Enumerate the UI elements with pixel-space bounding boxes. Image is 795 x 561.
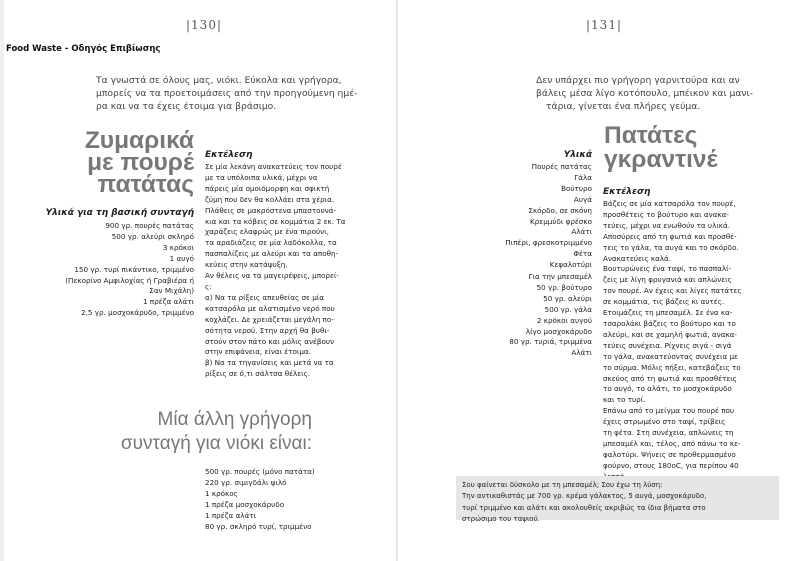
intro-right [536, 74, 753, 113]
method-line: το σύρμα. Μόλις πήξει, κατεβάζεις το [603, 362, 741, 372]
title-line: πατάτας [97, 171, 194, 198]
ingredient-item: (Πεκορίνο Αμφιλοχίας ή Γραβιέρα ή [65, 275, 194, 285]
method-line: μπεσαμέλ και, τέλος, από πάνω το κε- [603, 438, 741, 448]
method-line: πάρεις μία ομοιόμορφη και σφικτή [205, 183, 330, 193]
method-text-left [205, 162, 345, 380]
ingredient-item: 220 γρ. σιμιγδάλι ψιλό [205, 477, 287, 487]
method-line: ζεις με λίγη φρυγανιά και απλώνεις [603, 275, 732, 285]
method-line: κατσαρόλα με αλατισμένο νερό που [205, 303, 335, 313]
second-recipe-list [205, 467, 315, 532]
method-line: τον πουρέ. Αν έχεις και λίγες πατάτες [603, 286, 742, 296]
ingredient-item: Φέτα [573, 249, 592, 259]
ingredient-item: Γάλα [574, 172, 592, 182]
method-line: ζύμη που δεν θα κολλάει στα χέρια. [205, 194, 335, 204]
ingredient-item: Βούτυρο [561, 183, 592, 193]
method-line: τεύεις συνέχεια. Ρίχνεις σιγά - σιγά [603, 340, 732, 350]
method-line: Σε μία λεκάνη ανακατεύεις τον πουρέ [205, 162, 342, 171]
method-line: κια και τα κόβεις σε κομμάτια 2 εκ. Τα [205, 216, 346, 226]
method-line: τα αραδιάζεις σε μία λαδόκολλα, τα [205, 238, 337, 248]
recipe-title-left [84, 127, 194, 198]
title-line: Μία άλλη γρήγορη [157, 409, 312, 430]
ingredient-item: 1 πρέζα αλάτι [205, 510, 257, 520]
method-line: κεύεις στην κατάψυξη. [205, 260, 288, 270]
method-line: αλεύρι, και σε χαμηλή φωτιά, ανακα- [603, 329, 738, 339]
method-line: σκεύος από τη φωτιά και προσθέτεις [603, 373, 737, 383]
method-title-left: Εκτέλεση [205, 150, 253, 160]
title-line: συνταγή για νιόκι είναι: [120, 433, 312, 454]
method-line: τεις το γάλα, τα αυγά και το σκόρδο. [603, 242, 739, 252]
intro-line: Δεν υπάρχει πιο γρήγορη γαρνιτούρα και αν [536, 75, 740, 86]
method-line: έχεις στρωμένο στο ταψί, τρίβεις [603, 417, 726, 427]
ingredient-item: 900 γρ. πουρές πατάτας [105, 221, 194, 230]
method-line: ς: [205, 281, 212, 291]
method-line: β) Να τα τηγανίσεις και μετά να τα [205, 358, 334, 368]
ingredient-item: Αλάτι [571, 227, 592, 237]
method-line: προσθέτεις το βούτυρο και ανακα- [603, 209, 729, 219]
method-line: Ετοιμάζεις τη μπεσαμέλ. Σε ένα κα- [603, 308, 733, 318]
ingredient-item: 150 γρ. τυρί πικάντικο, τριμμένο [74, 264, 194, 274]
ingredient-item: 2 κρόκοι αυγού [536, 315, 592, 325]
method-line: Επάνω από το μείγμα του πουρέ που [603, 406, 735, 416]
method-line: χαράζεις ελαφρώς με ένα πιρούνι, [205, 227, 329, 237]
method-line: φούρνο, στους 180οC, για περίπου 40 [603, 460, 739, 470]
method-text-right [603, 199, 742, 483]
tip-line: Σου φαίνεται δύσκολο με τη μπεσαμέλ; Σου έχω τη λύση: [462, 481, 663, 489]
left-page [0, 0, 397, 561]
method-line: Βουτυρώνεις ένα ταψί, το πασπαλί- [603, 264, 732, 274]
ingredient-item: Αλάτι [571, 348, 592, 358]
tip-line: Την αντικαθιστάς με 700 γρ. κρέμα γάλακτος, 5 αυγά, μοσχοκάρυδο, [462, 492, 707, 501]
method-line: με τα υπόλοιπα υλικά, μέχρι να [205, 172, 318, 182]
ingredient-item: 500 γρ. γάλα [544, 304, 592, 314]
ingredient-item: 80 γρ. σκληρό τυρί, τριμμένο [205, 521, 312, 531]
method-line: τεύεις, μέχρι να ενωθούν τα υλικά. [603, 220, 731, 230]
ingredient-item: 3 κρόκοι [162, 242, 194, 252]
method-title-right: Εκτέλεση [603, 187, 651, 197]
ingredient-item: Για την μπεσαμέλ [528, 272, 592, 281]
ingredient-item: 1 πρέζα αλάτι [142, 297, 194, 307]
method-line: τσαρολάκι βάζεις το βούτυρο και το [603, 318, 736, 328]
ingredient-item: Σκόρδο, σε σκόνη [528, 205, 592, 215]
ingredients-title-right: Υλικά [563, 150, 592, 160]
ingredient-item: 500 γρ. αλεύρι σκληρό [111, 231, 194, 241]
page-edge-shadow [0, 0, 4, 561]
page-number-right: |131| [586, 18, 622, 32]
method-line: το αυγό, το αλάτι, το μοσχοκάρυδο [603, 384, 732, 394]
ingredient-item: Πιπέρι, φρεσκοτριμμένο [505, 238, 592, 248]
title-line: γκραντινέ [604, 146, 718, 173]
method-line: κοχλάζει. Δε χρειάζεται μεγάλη πο- [205, 314, 334, 324]
intro-line: μπορείς να τα προετοιμάσεις από την προηγούμενη ημέ- [96, 88, 358, 99]
ingredients-list-right [505, 162, 592, 271]
title-line: Ζυμαρικά [84, 127, 194, 154]
bechamel-list [509, 272, 592, 359]
method-line: Αν θέλεις να τα μαγειρέψεις, μπορεί- [205, 271, 339, 281]
method-line: ρίξεις σε ό,τι σάλτσα θέλεις. [205, 369, 311, 379]
ingredient-item: Κεφαλοτύρι [549, 260, 592, 270]
intro-line: Τα γνωστά σε όλους μας, νιόκι. Εύκολα και γρήγορα, [96, 75, 342, 86]
ingredient-item: Αυγά [573, 194, 592, 204]
method-line: σε κομμάτια, τις βάζεις κι αυτές. [603, 297, 725, 307]
ingredient-item: 1 πρέζα μοσχοκάρυδο [205, 499, 285, 509]
ingredient-item: 2,5 γρ. μοσχοκάρυδο, τριμμένο [81, 308, 194, 318]
method-line: Ανακατεύεις καλά. [603, 253, 672, 263]
method-line: τη φέτα. Στη συνέχεια, απλώνεις τη [603, 428, 734, 438]
ingredient-item: Σαν Μιχάλη) [149, 286, 194, 296]
ingredients-title-left: Υλικά για τη βασική συνταγή [45, 208, 194, 218]
tip-line: στρώσιμο του ταψιού. [462, 514, 540, 523]
page-number-left: |130| [186, 18, 222, 32]
ingredient-item: 500 γρ. πουρές (μόνο πατάτα) [205, 467, 315, 476]
ingredient-item: 1 αυγό [169, 253, 194, 263]
tip-line: τυρί τριμμένο και αλάτι και ακολουθείς ακριβώς τα ίδια βήματα στο [462, 503, 706, 512]
ingredient-item: 80 γρ. τυριά, τριμμένα [509, 337, 592, 347]
ingredient-item: λίγο μοσχοκάρυδο [525, 326, 592, 336]
method-line: φαλοτύρι. Ψήνεις σε προθερμασμένο [603, 449, 736, 459]
method-line: α) Να τα ρίξεις απευθείας σε μία [205, 292, 324, 302]
recipe-title-right [604, 124, 718, 172]
title-line: με πουρέ [87, 149, 194, 176]
method-line: το γάλα, ανακατεύοντας συνέχεια με [603, 351, 738, 361]
page-header: Food Waste - Οδηγός Επιβίωσης [6, 44, 161, 54]
method-line: Πλάθεις σε μακρόστενα μπαστουνά- [205, 205, 337, 215]
method-line: στην επιφάνεια, είναι έτοιμα. [205, 347, 311, 357]
method-line: Βάζεις σε μία κατσαρόλα τον πουρέ, [603, 199, 736, 208]
method-line: σότητα νερού. Στην αρχή θα βυθι- [205, 325, 330, 335]
method-line: Αποσύρεις από τη φωτιά και προσθέ- [603, 231, 737, 241]
ingredient-item: 50 γρ. αλεύρι [543, 293, 592, 303]
ingredient-item: Κρεμμύδι φρέσκο [530, 216, 592, 226]
ingredient-item: 50 γρ. βούτυρο [536, 282, 592, 292]
method-line: στούν στον πάτο και μόλις ανέβουν [205, 336, 335, 346]
ingredient-item: Πουρές πατάτας [531, 162, 592, 171]
ingredients-list-left [65, 221, 194, 319]
intro-line: ρα και να τα έχεις έτοιμα για βράσιμο. [96, 101, 277, 112]
intro-left [96, 74, 358, 113]
method-line: πασπαλίζεις με αλεύρι και τα αποθη- [205, 249, 339, 259]
intro-line: βάλεις μέσα λίγο κοτόπουλο, μπέικον και μανι- [536, 88, 753, 99]
method-line: και το τυρί. [603, 395, 646, 405]
intro-line: τάρια, γίνεται ένα πλήρες γεύμα. [546, 101, 701, 112]
title-line: Πατάτες [604, 122, 698, 149]
ingredient-item: 1 κρόκος [205, 488, 238, 498]
second-recipe-title [121, 408, 312, 456]
tip-box [456, 476, 779, 523]
right-page [398, 0, 795, 561]
